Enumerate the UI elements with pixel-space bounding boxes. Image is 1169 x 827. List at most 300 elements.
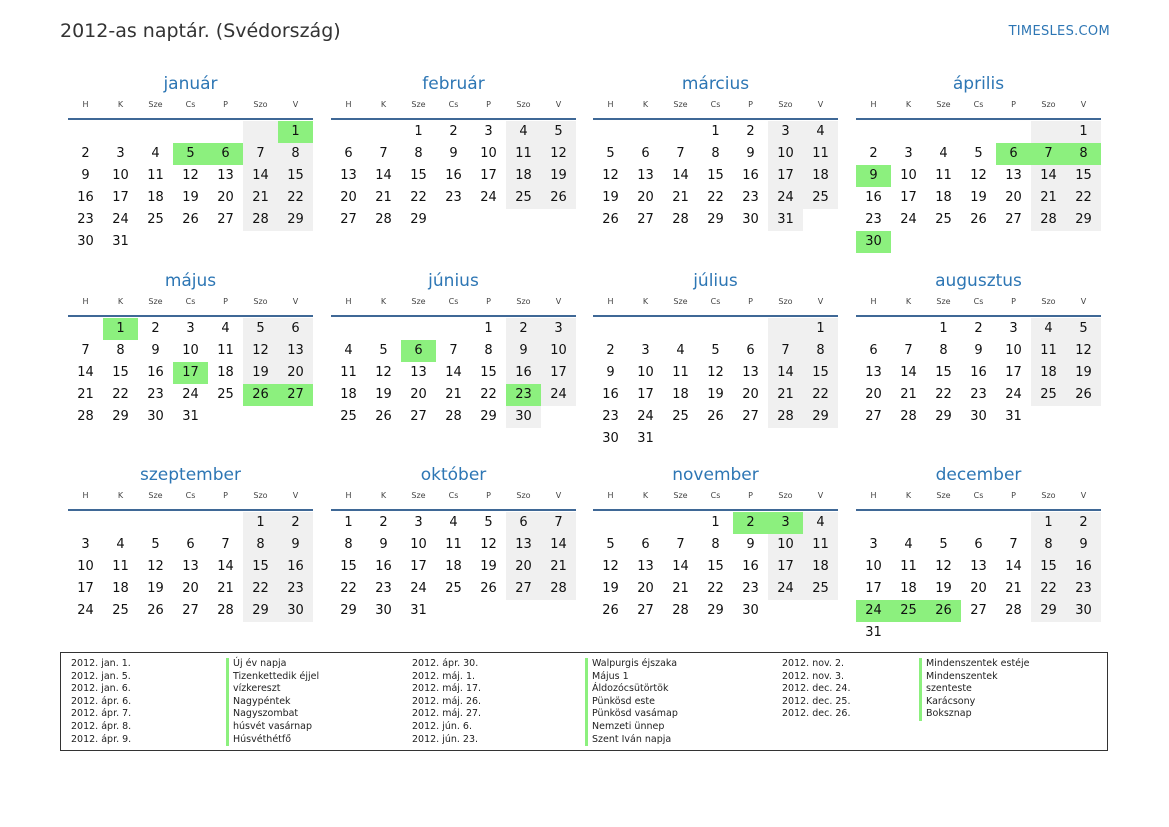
day-cell: 7 bbox=[221, 537, 230, 552]
day-cell: 15 bbox=[707, 559, 724, 574]
day-cell: 25 bbox=[147, 212, 164, 227]
empty-cell bbox=[768, 318, 803, 340]
holiday-row bbox=[782, 696, 1030, 709]
day-cell: 17 bbox=[480, 168, 497, 183]
weekday-label: Sze bbox=[148, 100, 163, 109]
holiday-row bbox=[71, 683, 319, 696]
weekday-header bbox=[856, 97, 1101, 117]
day-cell: 28 bbox=[900, 409, 917, 424]
day-cell: 29 bbox=[707, 603, 724, 618]
day-cell: 23 bbox=[970, 387, 987, 402]
day-cell: 22 bbox=[707, 581, 724, 596]
day-cell: 11 bbox=[900, 559, 917, 574]
weekday-label: K bbox=[905, 100, 912, 109]
day-cell: 5 bbox=[606, 537, 615, 552]
day-cell: 15 bbox=[1031, 556, 1066, 578]
day-cell: 5 bbox=[243, 318, 278, 340]
day-cell: 12 bbox=[182, 168, 199, 183]
day-cell: 17 bbox=[410, 559, 427, 574]
holiday-date: 2012. jan. 6. bbox=[71, 683, 131, 695]
empty-cell bbox=[628, 121, 663, 143]
day-cell: 10 bbox=[637, 365, 654, 380]
day-cell: 25 bbox=[445, 581, 462, 596]
day-cell: 3 bbox=[869, 537, 878, 552]
day-cell: 31 bbox=[182, 409, 199, 424]
day-cell: 2 bbox=[1066, 512, 1101, 534]
day-cell: 15 bbox=[278, 165, 313, 187]
holiday-day-cell: 26 bbox=[926, 600, 961, 622]
day-cell: 30 bbox=[77, 234, 94, 249]
day-cell: 16 bbox=[375, 559, 392, 574]
day-cell: 8 bbox=[711, 537, 720, 552]
day-cell: 13 bbox=[742, 365, 759, 380]
day-cell: 21 bbox=[900, 387, 917, 402]
day-cell: 4 bbox=[803, 512, 838, 534]
day-cell: 14 bbox=[1031, 165, 1066, 187]
day-cell: 12 bbox=[707, 365, 724, 380]
day-cell: 18 bbox=[935, 190, 952, 205]
empty-cell bbox=[663, 512, 698, 534]
day-cell: 28 bbox=[1005, 603, 1022, 618]
holiday-column bbox=[412, 658, 678, 746]
holiday-row bbox=[412, 734, 678, 747]
day-cell: 17 bbox=[77, 581, 94, 596]
holiday-day-cell: 9 bbox=[856, 165, 891, 187]
day-cell: 18 bbox=[217, 365, 234, 380]
day-cell: 16 bbox=[278, 556, 313, 578]
weekday-label: Cs bbox=[185, 100, 196, 109]
day-cell: 23 bbox=[1066, 578, 1101, 600]
day-cell: 23 bbox=[278, 578, 313, 600]
month-8 bbox=[856, 270, 1101, 428]
day-cell: 23 bbox=[742, 190, 759, 205]
day-cell: 3 bbox=[641, 343, 650, 358]
day-cell: 6 bbox=[278, 318, 313, 340]
day-cell: 22 bbox=[480, 387, 497, 402]
month-7 bbox=[593, 270, 838, 450]
weekday-label: P bbox=[486, 491, 491, 500]
empty-cell bbox=[68, 121, 103, 143]
holiday-name: Pünkösd este bbox=[585, 696, 655, 709]
weekday-label: K bbox=[117, 297, 124, 306]
day-cell: 25 bbox=[1031, 384, 1066, 406]
day-cell: 18 bbox=[445, 559, 462, 574]
day-cell: 13 bbox=[182, 559, 199, 574]
weekday-label: Sze bbox=[148, 297, 163, 306]
holiday-name: Húsvéthétfő bbox=[226, 734, 291, 747]
holiday-day-cell: 27 bbox=[278, 384, 313, 406]
weekday-label: Szo bbox=[778, 491, 793, 500]
day-cell: 12 bbox=[375, 365, 392, 380]
day-cell: 2 bbox=[151, 321, 160, 336]
month-name: augusztus bbox=[935, 271, 1022, 291]
month-name: március bbox=[681, 74, 750, 94]
holiday-row bbox=[412, 721, 678, 734]
empty-cell bbox=[961, 121, 996, 143]
empty-cell bbox=[996, 512, 1031, 534]
day-cell: 6 bbox=[641, 537, 650, 552]
weekday-label: Szo bbox=[1041, 491, 1056, 500]
empty-cell bbox=[926, 121, 961, 143]
day-cell: 13 bbox=[865, 365, 882, 380]
holiday-row bbox=[71, 721, 319, 734]
month-2 bbox=[331, 73, 576, 231]
weekday-label: H bbox=[607, 491, 614, 500]
weekday-label: Cs bbox=[710, 297, 721, 306]
weekday-label: P bbox=[1011, 491, 1016, 500]
empty-cell bbox=[68, 512, 103, 534]
day-cell: 28 bbox=[217, 603, 234, 618]
day-cell: 12 bbox=[480, 537, 497, 552]
day-cell: 20 bbox=[182, 581, 199, 596]
day-cell: 7 bbox=[768, 340, 803, 362]
weekday-label: Cs bbox=[448, 297, 459, 306]
day-cell: 6 bbox=[974, 537, 983, 552]
holiday-date: 2012. nov. 2. bbox=[782, 658, 845, 669]
holiday-date: 2012. jún. 6. bbox=[412, 720, 473, 732]
day-cell: 17 bbox=[768, 165, 803, 187]
day-cell: 22 bbox=[803, 384, 838, 406]
day-cell: 15 bbox=[707, 168, 724, 183]
day-cell: 7 bbox=[81, 343, 90, 358]
empty-cell bbox=[593, 121, 628, 143]
day-cell: 31 bbox=[865, 625, 882, 640]
weekday-label: Szo bbox=[1041, 297, 1056, 306]
day-cell: 3 bbox=[414, 515, 423, 530]
month-10 bbox=[331, 464, 576, 622]
site-link[interactable]: TIMESLES.COM bbox=[1008, 24, 1110, 39]
weekday-label: K bbox=[905, 491, 912, 500]
holiday-row bbox=[71, 658, 319, 671]
day-cell: 22 bbox=[340, 581, 357, 596]
weekday-label: V bbox=[817, 491, 824, 500]
holiday-name: Nemzeti ünnep bbox=[585, 721, 664, 734]
day-cell: 21 bbox=[768, 384, 803, 406]
empty-cell bbox=[331, 318, 366, 340]
weekday-label: V bbox=[292, 491, 299, 500]
day-cell: 21 bbox=[375, 190, 392, 205]
weekday-label: Sze bbox=[936, 100, 951, 109]
day-cell: 9 bbox=[1066, 534, 1101, 556]
day-cell: 7 bbox=[541, 512, 576, 534]
day-cell: 23 bbox=[375, 581, 392, 596]
day-cell: 23 bbox=[77, 212, 94, 227]
weekday-header bbox=[331, 97, 576, 117]
day-cell: 29 bbox=[935, 409, 952, 424]
day-cell: 4 bbox=[904, 537, 913, 552]
day-cell: 23 bbox=[865, 212, 882, 227]
day-cell: 3 bbox=[1009, 321, 1018, 336]
day-cell: 13 bbox=[340, 168, 357, 183]
empty-cell bbox=[891, 512, 926, 534]
day-cell: 4 bbox=[116, 537, 125, 552]
day-cell: 14 bbox=[375, 168, 392, 183]
weekday-label: Cs bbox=[973, 100, 984, 109]
day-cell: 8 bbox=[803, 340, 838, 362]
day-cell: 27 bbox=[970, 603, 987, 618]
weekday-label: P bbox=[748, 100, 753, 109]
empty-cell bbox=[856, 318, 891, 340]
day-cell: 27 bbox=[742, 409, 759, 424]
holiday-date: 2012. jún. 23. bbox=[412, 733, 479, 745]
weekday-label: P bbox=[1011, 100, 1016, 109]
day-cell: 20 bbox=[865, 387, 882, 402]
holiday-day-cell: 26 bbox=[243, 384, 278, 406]
day-cell: 16 bbox=[742, 168, 759, 183]
day-cell: 2 bbox=[449, 124, 458, 139]
day-cell: 12 bbox=[935, 559, 952, 574]
weekday-label: H bbox=[82, 100, 89, 109]
weekday-label: H bbox=[607, 297, 614, 306]
holiday-name: Mindenszentek bbox=[919, 671, 998, 684]
day-cell: 20 bbox=[278, 362, 313, 384]
day-cell: 10 bbox=[77, 559, 94, 574]
empty-cell bbox=[173, 512, 208, 534]
holiday-row bbox=[412, 671, 678, 684]
day-cell: 29 bbox=[707, 212, 724, 227]
weekday-label: Cs bbox=[973, 491, 984, 500]
day-cell: 24 bbox=[1005, 387, 1022, 402]
empty-cell bbox=[663, 121, 698, 143]
holiday-row bbox=[412, 658, 678, 671]
day-cell: 30 bbox=[602, 431, 619, 446]
day-cell: 24 bbox=[900, 212, 917, 227]
month-name: szeptember bbox=[140, 465, 241, 485]
day-cell: 1 bbox=[711, 515, 720, 530]
day-cell: 2 bbox=[746, 124, 755, 139]
empty-cell bbox=[593, 318, 628, 340]
day-cell: 18 bbox=[803, 165, 838, 187]
day-cell: 8 bbox=[278, 143, 313, 165]
weekday-label: K bbox=[905, 297, 912, 306]
weekday-label: V bbox=[555, 297, 562, 306]
day-cell: 3 bbox=[768, 121, 803, 143]
day-cell: 6 bbox=[186, 537, 195, 552]
day-cell: 28 bbox=[768, 406, 803, 428]
weekday-label: K bbox=[380, 491, 387, 500]
day-grid bbox=[68, 512, 313, 622]
holiday-name: Áldozócsütörtök bbox=[585, 683, 668, 696]
day-cell: 12 bbox=[602, 168, 619, 183]
day-cell: 27 bbox=[506, 578, 541, 600]
holiday-day-cell: 2 bbox=[733, 512, 768, 534]
empty-cell bbox=[733, 318, 768, 340]
weekday-label: H bbox=[870, 297, 877, 306]
day-cell: 13 bbox=[970, 559, 987, 574]
empty-cell bbox=[1031, 121, 1066, 143]
day-cell: 25 bbox=[112, 603, 129, 618]
day-cell: 8 bbox=[414, 146, 423, 161]
weekday-label: Cs bbox=[710, 100, 721, 109]
day-cell: 30 bbox=[147, 409, 164, 424]
day-cell: 19 bbox=[541, 165, 576, 187]
day-cell: 18 bbox=[1031, 362, 1066, 384]
day-cell: 24 bbox=[768, 187, 803, 209]
day-cell: 18 bbox=[112, 581, 129, 596]
day-cell: 15 bbox=[1066, 165, 1101, 187]
day-cell: 1 bbox=[1066, 121, 1101, 143]
day-cell: 13 bbox=[1005, 168, 1022, 183]
month-name: december bbox=[935, 465, 1022, 485]
weekday-header bbox=[856, 488, 1101, 508]
empty-cell bbox=[996, 121, 1031, 143]
day-cell: 7 bbox=[904, 343, 913, 358]
day-cell: 21 bbox=[77, 387, 94, 402]
day-cell: 6 bbox=[344, 146, 353, 161]
day-cell: 20 bbox=[217, 190, 234, 205]
day-cell: 11 bbox=[147, 168, 164, 183]
day-cell: 9 bbox=[449, 146, 458, 161]
day-cell: 2 bbox=[379, 515, 388, 530]
holiday-date: 2012. máj. 26. bbox=[412, 695, 482, 707]
holiday-date: 2012. ápr. 8. bbox=[71, 720, 132, 732]
holiday-row bbox=[782, 683, 1030, 696]
day-grid bbox=[593, 512, 838, 622]
holiday-row bbox=[782, 708, 1030, 721]
day-cell: 26 bbox=[375, 409, 392, 424]
day-cell: 29 bbox=[243, 600, 278, 622]
day-cell: 7 bbox=[1009, 537, 1018, 552]
day-cell: 26 bbox=[182, 212, 199, 227]
weekday-label: Sze bbox=[673, 491, 688, 500]
holiday-name: Május 1 bbox=[585, 671, 629, 684]
day-cell: 12 bbox=[970, 168, 987, 183]
day-cell: 24 bbox=[77, 603, 94, 618]
holiday-row bbox=[71, 734, 319, 747]
day-cell: 24 bbox=[480, 190, 497, 205]
day-cell: 24 bbox=[541, 384, 576, 406]
day-cell: 30 bbox=[506, 406, 541, 428]
day-cell: 14 bbox=[541, 534, 576, 556]
empty-cell bbox=[243, 121, 278, 143]
day-cell: 11 bbox=[506, 143, 541, 165]
day-cell: 4 bbox=[506, 121, 541, 143]
day-cell: 15 bbox=[935, 365, 952, 380]
day-cell: 8 bbox=[344, 537, 353, 552]
day-cell: 31 bbox=[637, 431, 654, 446]
empty-cell bbox=[926, 512, 961, 534]
month-divider bbox=[856, 118, 1101, 120]
day-cell: 27 bbox=[340, 212, 357, 227]
day-cell: 25 bbox=[506, 187, 541, 209]
day-cell: 18 bbox=[506, 165, 541, 187]
day-cell: 21 bbox=[672, 190, 689, 205]
day-grid bbox=[856, 512, 1101, 644]
day-cell: 30 bbox=[970, 409, 987, 424]
day-cell: 17 bbox=[1005, 365, 1022, 380]
holiday-row bbox=[412, 683, 678, 696]
day-cell: 20 bbox=[742, 387, 759, 402]
day-cell: 10 bbox=[865, 559, 882, 574]
day-grid bbox=[331, 318, 576, 428]
weekday-label: K bbox=[117, 100, 124, 109]
weekday-label: K bbox=[642, 100, 649, 109]
holiday-day-cell: 25 bbox=[891, 600, 926, 622]
day-cell: 28 bbox=[541, 578, 576, 600]
empty-cell bbox=[103, 121, 138, 143]
day-cell: 19 bbox=[707, 387, 724, 402]
day-cell: 16 bbox=[506, 362, 541, 384]
day-cell: 30 bbox=[375, 603, 392, 618]
day-cell: 30 bbox=[278, 600, 313, 622]
day-cell: 19 bbox=[1066, 362, 1101, 384]
weekday-label: Sze bbox=[673, 297, 688, 306]
day-cell: 3 bbox=[116, 146, 125, 161]
day-cell: 5 bbox=[484, 515, 493, 530]
weekday-label: Cs bbox=[185, 491, 196, 500]
day-cell: 21 bbox=[1005, 581, 1022, 596]
day-cell: 25 bbox=[672, 409, 689, 424]
empty-cell bbox=[663, 318, 698, 340]
weekday-header bbox=[331, 294, 576, 314]
weekday-label: Szo bbox=[253, 100, 268, 109]
holiday-name: Mindenszentek estéje bbox=[919, 658, 1030, 671]
day-cell: 26 bbox=[602, 212, 619, 227]
day-cell: 29 bbox=[340, 603, 357, 618]
month-name: október bbox=[420, 465, 487, 485]
day-cell: 3 bbox=[904, 146, 913, 161]
day-cell: 16 bbox=[742, 559, 759, 574]
day-cell: 8 bbox=[243, 534, 278, 556]
day-cell: 15 bbox=[803, 362, 838, 384]
day-cell: 4 bbox=[676, 343, 685, 358]
day-cell: 20 bbox=[340, 190, 357, 205]
month-divider bbox=[856, 315, 1101, 317]
day-cell: 10 bbox=[900, 168, 917, 183]
day-cell: 31 bbox=[112, 234, 129, 249]
weekday-header bbox=[68, 97, 313, 117]
day-cell: 14 bbox=[1005, 559, 1022, 574]
day-cell: 13 bbox=[637, 559, 654, 574]
day-cell: 28 bbox=[445, 409, 462, 424]
holiday-row bbox=[782, 671, 1030, 684]
day-cell: 10 bbox=[541, 340, 576, 362]
day-cell: 22 bbox=[707, 190, 724, 205]
day-cell: 19 bbox=[602, 190, 619, 205]
day-cell: 21 bbox=[1031, 187, 1066, 209]
holiday-date: 2012. jan. 1. bbox=[71, 658, 131, 669]
day-cell: 21 bbox=[541, 556, 576, 578]
day-cell: 13 bbox=[217, 168, 234, 183]
day-cell: 8 bbox=[1031, 534, 1066, 556]
weekday-label: P bbox=[748, 491, 753, 500]
day-cell: 11 bbox=[803, 534, 838, 556]
day-cell: 6 bbox=[746, 343, 755, 358]
weekday-label: H bbox=[345, 297, 352, 306]
day-cell: 29 bbox=[112, 409, 129, 424]
day-cell: 11 bbox=[112, 559, 129, 574]
day-cell: 25 bbox=[803, 578, 838, 600]
day-cell: 20 bbox=[970, 581, 987, 596]
day-cell: 18 bbox=[340, 387, 357, 402]
day-grid bbox=[593, 121, 838, 231]
weekday-label: Cs bbox=[710, 491, 721, 500]
day-cell: 30 bbox=[1066, 600, 1101, 622]
month-divider bbox=[856, 509, 1101, 511]
holiday-day-cell: 6 bbox=[401, 340, 436, 362]
day-cell: 1 bbox=[414, 124, 423, 139]
weekday-label: Cs bbox=[185, 297, 196, 306]
weekday-label: Sze bbox=[411, 297, 426, 306]
day-cell: 1 bbox=[344, 515, 353, 530]
day-cell: 22 bbox=[410, 190, 427, 205]
day-cell: 21 bbox=[445, 387, 462, 402]
weekday-label: Szo bbox=[253, 491, 268, 500]
weekday-header bbox=[593, 488, 838, 508]
weekday-label: V bbox=[1080, 297, 1087, 306]
day-cell: 4 bbox=[449, 515, 458, 530]
day-cell: 14 bbox=[672, 559, 689, 574]
